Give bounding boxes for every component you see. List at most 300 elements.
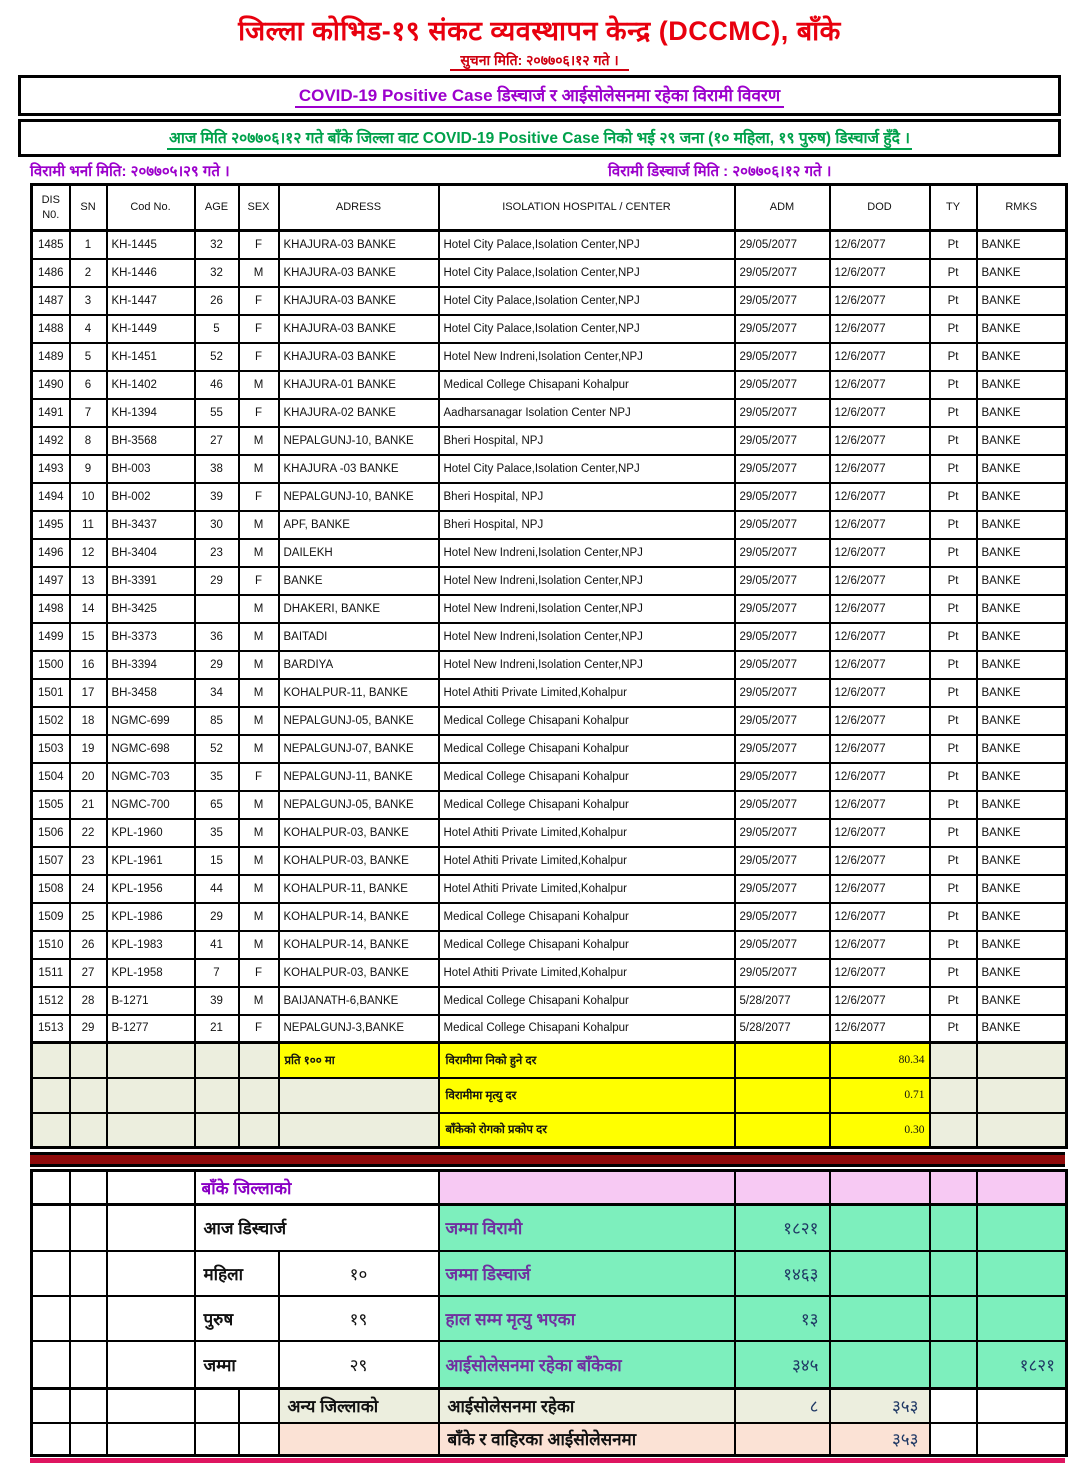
cell-dod: 12/6/2077 bbox=[830, 819, 930, 847]
cell-adress: KOHALPUR-03, BANKE bbox=[279, 819, 439, 847]
cell-sex: F bbox=[239, 763, 279, 791]
cell-blank bbox=[977, 1251, 1067, 1296]
cell-hospital: Bheri Hospital, NPJ bbox=[439, 483, 735, 511]
cell-ty: Pt bbox=[930, 707, 977, 735]
cell-adress: NEPALGUNJ-10, BANKE bbox=[279, 483, 439, 511]
isolation-banke-value: ३४५ bbox=[735, 1341, 830, 1389]
cell-sex: M bbox=[239, 371, 279, 399]
cell-blank bbox=[195, 1078, 239, 1113]
cell-rmks: BANKE bbox=[977, 567, 1067, 595]
cell-ty: Pt bbox=[930, 287, 977, 315]
cell-sn: 25 bbox=[70, 903, 107, 931]
death-rate-label: विरामीमा मृत्यु दर bbox=[439, 1078, 735, 1113]
cell-dis-no: 1487 bbox=[32, 287, 70, 315]
cell-cod-no: KH-1445 bbox=[107, 231, 195, 259]
cell-rmks: BANKE bbox=[977, 539, 1067, 567]
cell-adm: 29/05/2077 bbox=[735, 483, 830, 511]
cell-adm: 29/05/2077 bbox=[735, 847, 830, 875]
page-title: जिल्ला कोभिड-१९ संकट व्यवस्थापन केन्द्र (DCCMC), बाँके bbox=[238, 16, 841, 46]
cell-sn: 7 bbox=[70, 399, 107, 427]
cell-blank bbox=[830, 1171, 930, 1205]
table-row bbox=[32, 567, 1067, 595]
cell-blank bbox=[70, 1296, 107, 1341]
cell-sex: M bbox=[239, 875, 279, 903]
cell-adress: DHAKERI, BANKE bbox=[279, 595, 439, 623]
cell-age: 65 bbox=[195, 791, 239, 819]
cell-blank bbox=[439, 1171, 735, 1205]
cell-ty: Pt bbox=[930, 931, 977, 959]
cell-cod-no: KPL-1958 bbox=[107, 959, 195, 987]
cell-cod-no: KH-1446 bbox=[107, 259, 195, 287]
prevalence-rate-value: 0.30 bbox=[830, 1113, 930, 1148]
cell-blank bbox=[279, 1078, 439, 1113]
isolation-banke-total: १८२१ bbox=[977, 1341, 1067, 1389]
cell-rmks: BANKE bbox=[977, 455, 1067, 483]
cell-adress: KOHALPUR-14, BANKE bbox=[279, 903, 439, 931]
table-row bbox=[32, 903, 1067, 931]
cell-adm: 29/05/2077 bbox=[735, 231, 830, 259]
cell-sn: 18 bbox=[70, 707, 107, 735]
district-header-row bbox=[32, 1171, 1067, 1205]
cell-cod-no: KH-1447 bbox=[107, 287, 195, 315]
cell-age: 32 bbox=[195, 259, 239, 287]
cell-age: 39 bbox=[195, 483, 239, 511]
cell-dis-no: 1494 bbox=[32, 483, 70, 511]
cell-blank bbox=[977, 1205, 1067, 1251]
cell-dod: 12/6/2077 bbox=[830, 259, 930, 287]
cell-age: 35 bbox=[195, 763, 239, 791]
combined-label: बाँके र वाहिरका आईसोलेसनमा bbox=[439, 1423, 735, 1456]
cell-cod-no: BH-3437 bbox=[107, 511, 195, 539]
cell-rmks: BANKE bbox=[977, 763, 1067, 791]
cell-adress: KHAJURA-03 BANKE bbox=[279, 287, 439, 315]
cell-hospital: Medical College Chisapani Kohalpur bbox=[439, 707, 735, 735]
cell-dis-no: 1490 bbox=[32, 371, 70, 399]
cell-adress: BANKE bbox=[279, 567, 439, 595]
cell-hospital: Hotel Athiti Private Limited,Kohalpur bbox=[439, 959, 735, 987]
cell-cod-no: NGMC-700 bbox=[107, 791, 195, 819]
cell-sn: 12 bbox=[70, 539, 107, 567]
cell-cod-no: BH-3394 bbox=[107, 651, 195, 679]
prevalence-rate-label: बाँकेको रोगको प्रकोप दर bbox=[439, 1113, 735, 1148]
cell-blank bbox=[32, 1043, 70, 1078]
admit-date: विरामी भर्ना मिति: २०७७०५।२९ गते । bbox=[30, 163, 230, 180]
cell-adress: KOHALPUR-03, BANKE bbox=[279, 959, 439, 987]
cell-ty: Pt bbox=[930, 259, 977, 287]
cell-ty: Pt bbox=[930, 595, 977, 623]
cell-adress: NEPALGUNJ-05, BANKE bbox=[279, 791, 439, 819]
combined-isolation-row bbox=[32, 1423, 1067, 1456]
cell-ty: Pt bbox=[930, 651, 977, 679]
cell-blank bbox=[239, 1043, 279, 1078]
cell-age: 29 bbox=[195, 903, 239, 931]
cell-adress: NEPALGUNJ-07, BANKE bbox=[279, 735, 439, 763]
cell-sex: M bbox=[239, 427, 279, 455]
cell-ty: Pt bbox=[930, 343, 977, 371]
cell-hospital: Medical College Chisapani Kohalpur bbox=[439, 735, 735, 763]
cell-cod-no: KPL-1956 bbox=[107, 875, 195, 903]
cell-dod: 12/6/2077 bbox=[830, 679, 930, 707]
cell-adm: 29/05/2077 bbox=[735, 791, 830, 819]
cell-blank bbox=[977, 1043, 1067, 1078]
cell-ty: Pt bbox=[930, 567, 977, 595]
cell-blank bbox=[70, 1205, 107, 1251]
cell-sn: 2 bbox=[70, 259, 107, 287]
cell-sn: 13 bbox=[70, 567, 107, 595]
female-label: महिला bbox=[195, 1251, 279, 1296]
cell-sex: M bbox=[239, 707, 279, 735]
cell-adress: NEPALGUNJ-05, BANKE bbox=[279, 707, 439, 735]
cell-dis-no: 1509 bbox=[32, 903, 70, 931]
cell-dod: 12/6/2077 bbox=[830, 539, 930, 567]
table-row bbox=[32, 511, 1067, 539]
cell-blank bbox=[32, 1296, 70, 1341]
cell-hospital: Medical College Chisapani Kohalpur bbox=[439, 931, 735, 959]
cell-hospital: Bheri Hospital, NPJ bbox=[439, 511, 735, 539]
cell-sn: 27 bbox=[70, 959, 107, 987]
cell-dod: 12/6/2077 bbox=[830, 287, 930, 315]
cell-dis-no: 1489 bbox=[32, 343, 70, 371]
cell-blank bbox=[107, 1205, 195, 1251]
col-header-cod-no: Cod No. bbox=[107, 185, 195, 231]
cell-age: 46 bbox=[195, 371, 239, 399]
cell-hospital: Medical College Chisapani Kohalpur bbox=[439, 903, 735, 931]
cell-blank bbox=[239, 1078, 279, 1113]
female-value: १० bbox=[279, 1251, 439, 1296]
cell-adress: BARDIYA bbox=[279, 651, 439, 679]
cell-dod: 12/6/2077 bbox=[830, 427, 930, 455]
cell-sn: 23 bbox=[70, 847, 107, 875]
cell-blank bbox=[930, 1043, 977, 1078]
cell-age: 21 bbox=[195, 1015, 239, 1043]
discharge-date: विरामी डिस्चार्ज मिति : २०७७०६।१२ गते । bbox=[608, 163, 832, 180]
report-subject-text: COVID-19 Positive Case डिस्चार्ज र आईसोलेसनमा रहेका विरामी विवरण bbox=[295, 86, 784, 108]
cell-dod: 12/6/2077 bbox=[830, 847, 930, 875]
cell-sex: M bbox=[239, 735, 279, 763]
cell-sex: M bbox=[239, 679, 279, 707]
cell-dis-no: 1491 bbox=[32, 399, 70, 427]
cell-dis-no: 1493 bbox=[32, 455, 70, 483]
cell-hospital: Hotel New Indreni,Isolation Center,NPJ bbox=[439, 595, 735, 623]
cell-adm: 29/05/2077 bbox=[735, 567, 830, 595]
cell-rmks: BANKE bbox=[977, 399, 1067, 427]
cell-sex: F bbox=[239, 287, 279, 315]
cell-adress: KHAJURA-03 BANKE bbox=[279, 259, 439, 287]
cell-sn: 5 bbox=[70, 343, 107, 371]
cell-blank bbox=[239, 1389, 279, 1423]
cell-blank bbox=[735, 1043, 830, 1078]
cell-ty: Pt bbox=[930, 763, 977, 791]
today-discharge-label: आज डिस्चार्ज bbox=[195, 1205, 439, 1251]
cell-hospital: Hotel New Indreni,Isolation Center,NPJ bbox=[439, 539, 735, 567]
cell-age: 52 bbox=[195, 735, 239, 763]
cell-dod: 12/6/2077 bbox=[830, 903, 930, 931]
cell-rmks: BANKE bbox=[977, 875, 1067, 903]
col-header-rmks: RMKS bbox=[977, 185, 1067, 231]
cell-blank bbox=[107, 1296, 195, 1341]
cell-dod: 12/6/2077 bbox=[830, 1015, 930, 1043]
cell-age: 23 bbox=[195, 539, 239, 567]
cell-hospital: Medical College Chisapani Kohalpur bbox=[439, 1015, 735, 1043]
cell-age: 44 bbox=[195, 875, 239, 903]
cell-dis-no: 1510 bbox=[32, 931, 70, 959]
cell-ty: Pt bbox=[930, 847, 977, 875]
total-discharged-value: १४६३ bbox=[735, 1251, 830, 1296]
cell-dis-no: 1504 bbox=[32, 763, 70, 791]
cell-blank bbox=[107, 1043, 195, 1078]
cell-age: 26 bbox=[195, 287, 239, 315]
cell-sex: F bbox=[239, 231, 279, 259]
cell-blank bbox=[930, 1205, 977, 1251]
cell-rmks: BANKE bbox=[977, 343, 1067, 371]
cell-adm: 29/05/2077 bbox=[735, 511, 830, 539]
cell-blank bbox=[32, 1341, 70, 1389]
cell-ty: Pt bbox=[930, 455, 977, 483]
cell-rmks: BANKE bbox=[977, 287, 1067, 315]
cell-hospital: Hotel City Palace,Isolation Center,NPJ bbox=[439, 287, 735, 315]
cell-blank bbox=[195, 1389, 239, 1423]
cell-sex: F bbox=[239, 315, 279, 343]
other-isolation-label: आईसोलेसनमा रहेका bbox=[439, 1389, 735, 1423]
cell-adress: KHAJURA-02 BANKE bbox=[279, 399, 439, 427]
table-row bbox=[32, 483, 1067, 511]
cell-sn: 24 bbox=[70, 875, 107, 903]
cell-sex: F bbox=[239, 483, 279, 511]
other-isolation-count: ८ bbox=[735, 1389, 830, 1423]
table-row bbox=[32, 791, 1067, 819]
table-row bbox=[32, 707, 1067, 735]
cell-blank bbox=[830, 1296, 930, 1341]
cell-dis-no: 1502 bbox=[32, 707, 70, 735]
table-row bbox=[32, 763, 1067, 791]
col-header-sn: SN bbox=[70, 185, 107, 231]
cell-dis-no: 1495 bbox=[32, 511, 70, 539]
table-row bbox=[32, 399, 1067, 427]
cell-hospital: Hotel Athiti Private Limited,Kohalpur bbox=[439, 847, 735, 875]
cell-blank bbox=[830, 1341, 930, 1389]
cell-sn: 26 bbox=[70, 931, 107, 959]
cell-hospital: Hotel City Palace,Isolation Center,NPJ bbox=[439, 315, 735, 343]
cell-sn: 3 bbox=[70, 287, 107, 315]
cell-ty: Pt bbox=[930, 483, 977, 511]
cell-rmks: BANKE bbox=[977, 315, 1067, 343]
cell-dod: 12/6/2077 bbox=[830, 707, 930, 735]
total-discharged-label: जम्मा डिस्चार्ज bbox=[439, 1251, 735, 1296]
cell-dod: 12/6/2077 bbox=[830, 987, 930, 1015]
deaths-label: हाल सम्म मृत्यु भएका bbox=[439, 1296, 735, 1341]
other-isolation-value: ३५३ bbox=[830, 1389, 930, 1423]
cell-age: 41 bbox=[195, 931, 239, 959]
cell-blank bbox=[107, 1389, 195, 1423]
patient-table bbox=[30, 183, 1068, 1149]
cell-dod: 12/6/2077 bbox=[830, 735, 930, 763]
cell-ty: Pt bbox=[930, 623, 977, 651]
cell-cod-no: BH-3373 bbox=[107, 623, 195, 651]
deaths-value: १३ bbox=[735, 1296, 830, 1341]
cell-sn: 4 bbox=[70, 315, 107, 343]
cell-adm: 29/05/2077 bbox=[735, 735, 830, 763]
cell-dod: 12/6/2077 bbox=[830, 875, 930, 903]
cell-blank bbox=[32, 1251, 70, 1296]
cell-hospital: Hotel City Palace,Isolation Center,NPJ bbox=[439, 231, 735, 259]
cell-adress: NEPALGUNJ-11, BANKE bbox=[279, 763, 439, 791]
total-patients-value: १८२१ bbox=[735, 1205, 830, 1251]
cell-blank bbox=[735, 1078, 830, 1113]
cell-adm: 29/05/2077 bbox=[735, 931, 830, 959]
cell-adm: 29/05/2077 bbox=[735, 399, 830, 427]
cell-rmks: BANKE bbox=[977, 483, 1067, 511]
cell-ty: Pt bbox=[930, 819, 977, 847]
cell-blank bbox=[70, 1423, 107, 1456]
cell-ty: Pt bbox=[930, 371, 977, 399]
cell-cod-no: B-1277 bbox=[107, 1015, 195, 1043]
cell-dis-no: 1488 bbox=[32, 315, 70, 343]
cell-adress: KHAJURA -03 BANKE bbox=[279, 455, 439, 483]
cell-sex: M bbox=[239, 511, 279, 539]
cell-hospital: Hotel New Indreni,Isolation Center,NPJ bbox=[439, 567, 735, 595]
table-row bbox=[32, 679, 1067, 707]
cell-adm: 29/05/2077 bbox=[735, 259, 830, 287]
cell-dod: 12/6/2077 bbox=[830, 623, 930, 651]
cell-blank bbox=[830, 1205, 930, 1251]
cell-adm: 29/05/2077 bbox=[735, 651, 830, 679]
cell-age: 36 bbox=[195, 623, 239, 651]
discharge-announcement-text: आज मिति २०७७०६।१२ गते बाँके जिल्ला वाट COVID-19 Positive Case निको भई २९ जना (१० महिला, १९ पुरुष) डिस्चार्ज हुँदै । bbox=[167, 130, 912, 150]
cell-blank bbox=[32, 1205, 70, 1251]
cell-sn: 6 bbox=[70, 371, 107, 399]
cell-blank bbox=[930, 1296, 977, 1341]
cell-ty: Pt bbox=[930, 735, 977, 763]
cell-cod-no: BH-3404 bbox=[107, 539, 195, 567]
cell-hospital: Hotel City Palace,Isolation Center,NPJ bbox=[439, 455, 735, 483]
cell-dis-no: 1486 bbox=[32, 259, 70, 287]
cell-age: 55 bbox=[195, 399, 239, 427]
cell-adm: 29/05/2077 bbox=[735, 819, 830, 847]
cell-blank bbox=[930, 1341, 977, 1389]
death-rate-value: 0.71 bbox=[830, 1078, 930, 1113]
cell-adm: 29/05/2077 bbox=[735, 371, 830, 399]
cell-blank bbox=[32, 1389, 70, 1423]
table-row bbox=[32, 1015, 1067, 1043]
cell-dis-no: 1513 bbox=[32, 1015, 70, 1043]
cell-blank bbox=[977, 1423, 1067, 1456]
cell-adress: APF, BANKE bbox=[279, 511, 439, 539]
cell-rmks: BANKE bbox=[977, 231, 1067, 259]
col-header-sex: SEX bbox=[239, 185, 279, 231]
cell-blank bbox=[32, 1078, 70, 1113]
cell-age: 29 bbox=[195, 567, 239, 595]
cell-age: 34 bbox=[195, 679, 239, 707]
cell-cod-no: KH-1394 bbox=[107, 399, 195, 427]
cell-rmks: BANKE bbox=[977, 679, 1067, 707]
cell-sex: M bbox=[239, 987, 279, 1015]
cell-blank bbox=[195, 1043, 239, 1078]
cell-dis-no: 1508 bbox=[32, 875, 70, 903]
cell-adm: 29/05/2077 bbox=[735, 455, 830, 483]
maroon-separator-band bbox=[30, 1152, 1065, 1167]
table-row bbox=[32, 287, 1067, 315]
cell-dod: 12/6/2077 bbox=[830, 791, 930, 819]
cell-cod-no: NGMC-703 bbox=[107, 763, 195, 791]
cell-age: 7 bbox=[195, 959, 239, 987]
cell-cod-no: NGMC-699 bbox=[107, 707, 195, 735]
cell-adm: 5/28/2077 bbox=[735, 987, 830, 1015]
col-header-dod: DOD bbox=[830, 185, 930, 231]
total-patients-row bbox=[32, 1205, 1067, 1251]
table-row bbox=[32, 427, 1067, 455]
cell-blank bbox=[195, 1423, 239, 1456]
cell-blank bbox=[279, 1423, 439, 1456]
cell-cod-no: KH-1402 bbox=[107, 371, 195, 399]
cell-sex: M bbox=[239, 931, 279, 959]
date-row bbox=[0, 159, 1079, 183]
cell-dod: 12/6/2077 bbox=[830, 959, 930, 987]
rate-row-prevalence bbox=[32, 1113, 1067, 1148]
cell-ty: Pt bbox=[930, 511, 977, 539]
table-row bbox=[32, 455, 1067, 483]
cell-sn: 14 bbox=[70, 595, 107, 623]
table-row bbox=[32, 931, 1067, 959]
cell-cod-no: BH-3568 bbox=[107, 427, 195, 455]
cell-hospital: Hotel Athiti Private Limited,Kohalpur bbox=[439, 819, 735, 847]
cell-sex: M bbox=[239, 595, 279, 623]
cell-blank bbox=[977, 1113, 1067, 1148]
magenta-footer-band bbox=[30, 1458, 1065, 1463]
cell-adress: NEPALGUNJ-3,BANKE bbox=[279, 1015, 439, 1043]
cell-adm: 29/05/2077 bbox=[735, 903, 830, 931]
cell-ty: Pt bbox=[930, 539, 977, 567]
cell-blank bbox=[977, 1078, 1067, 1113]
cell-ty: Pt bbox=[930, 959, 977, 987]
cell-dis-no: 1507 bbox=[32, 847, 70, 875]
cell-rmks: BANKE bbox=[977, 623, 1067, 651]
cell-rmks: BANKE bbox=[977, 931, 1067, 959]
cell-rmks: BANKE bbox=[977, 735, 1067, 763]
cell-ty: Pt bbox=[930, 399, 977, 427]
cell-age bbox=[195, 595, 239, 623]
cell-ty: Pt bbox=[930, 1015, 977, 1043]
cell-rmks: BANKE bbox=[977, 819, 1067, 847]
total-label: जम्मा bbox=[195, 1341, 279, 1389]
cell-sn: 20 bbox=[70, 763, 107, 791]
cell-blank bbox=[239, 1423, 279, 1456]
cell-cod-no: B-1271 bbox=[107, 987, 195, 1015]
cell-ty: Pt bbox=[930, 875, 977, 903]
cell-blank bbox=[32, 1423, 70, 1456]
combined-value: ३५३ bbox=[830, 1423, 930, 1456]
table-row bbox=[32, 371, 1067, 399]
cell-blank bbox=[70, 1251, 107, 1296]
total-value: २९ bbox=[279, 1341, 439, 1389]
cell-rmks: BANKE bbox=[977, 1015, 1067, 1043]
female-row bbox=[32, 1251, 1067, 1296]
col-header-age: AGE bbox=[195, 185, 239, 231]
cell-dis-no: 1505 bbox=[32, 791, 70, 819]
info-date: सुचना मिति: २०७७०६।१२ गते । bbox=[0, 51, 1079, 70]
cell-blank bbox=[930, 1113, 977, 1148]
rate-row-recovery bbox=[32, 1043, 1067, 1078]
cell-hospital: Medical College Chisapani Kohalpur bbox=[439, 791, 735, 819]
cell-adress: KHAJURA-03 BANKE bbox=[279, 343, 439, 371]
cell-sex: F bbox=[239, 343, 279, 371]
table-row bbox=[32, 987, 1067, 1015]
cell-blank bbox=[830, 1251, 930, 1296]
cell-blank bbox=[735, 1171, 830, 1205]
cell-hospital: Hotel New Indreni,Isolation Center,NPJ bbox=[439, 343, 735, 371]
cell-blank bbox=[32, 1113, 70, 1148]
cell-dis-no: 1499 bbox=[32, 623, 70, 651]
cell-dis-no: 1492 bbox=[32, 427, 70, 455]
